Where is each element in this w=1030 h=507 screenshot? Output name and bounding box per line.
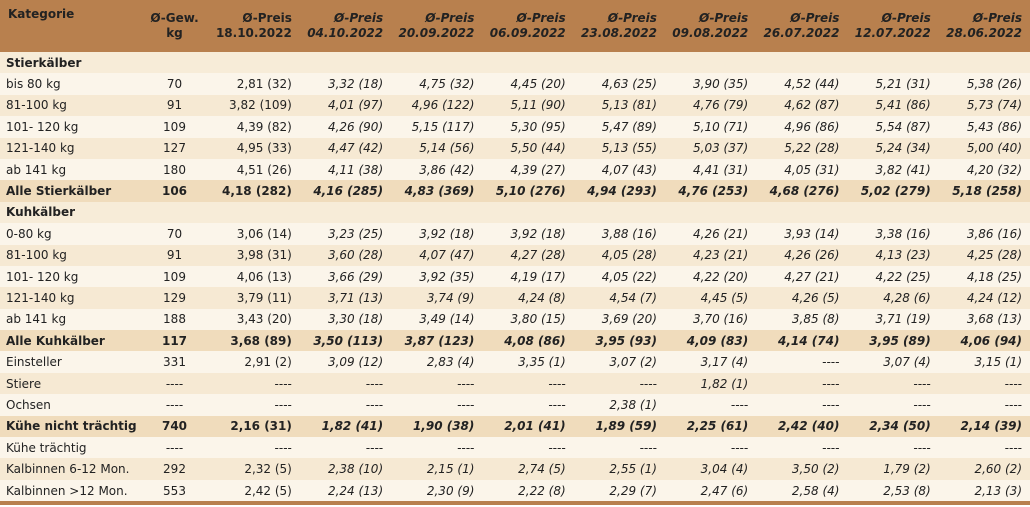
price-cell: ---- xyxy=(756,437,847,458)
price-cell: 4,26 (90) xyxy=(300,116,391,137)
price-cell: 4,76 (79) xyxy=(665,95,756,116)
price-cell: ---- xyxy=(756,373,847,394)
price-cell: 3,86 (16) xyxy=(939,223,1030,244)
price-cell: 5,47 (89) xyxy=(574,116,665,137)
section-kuhkaelber xyxy=(0,202,1030,223)
price-cell: ---- xyxy=(574,437,665,458)
table-row xyxy=(0,266,1030,287)
price-cell: 4,96 (86) xyxy=(756,116,847,137)
price-cell: ---- xyxy=(209,394,300,415)
price-cell: 3,92 (18) xyxy=(391,223,482,244)
price-cell: 1,90 (38) xyxy=(391,416,482,437)
price-cell: 3,50 (113) xyxy=(300,330,391,351)
col-header-gewicht xyxy=(140,0,208,52)
price-cell: 4,76 (253) xyxy=(665,180,756,201)
row-label: Stiere xyxy=(0,373,140,394)
row-label: Kalbinnen 6-12 Mon. xyxy=(0,458,140,479)
row-label: 121-140 kg xyxy=(0,138,140,159)
price-cell: 3,85 (8) xyxy=(756,309,847,330)
header-row xyxy=(0,0,1030,52)
price-cell: 5,54 (87) xyxy=(847,116,938,137)
section-label: Kuhkälber xyxy=(0,202,1030,223)
price-cell: 3,82 (41) xyxy=(847,159,938,180)
row-label: 121-140 kg xyxy=(0,287,140,308)
preis-label: Ø-Preis xyxy=(425,11,475,25)
table-row xyxy=(0,73,1030,94)
table-row xyxy=(0,245,1030,266)
row-weight: 129 xyxy=(140,287,208,308)
price-cell: 5,10 (71) xyxy=(665,116,756,137)
price-cell: 3,71 (13) xyxy=(300,287,391,308)
table-row xyxy=(0,330,1030,351)
row-label: Alle Kuhkälber xyxy=(0,330,140,351)
price-cell: 4,27 (28) xyxy=(482,245,573,266)
price-cell: 3,17 (4) xyxy=(665,351,756,372)
price-cell: 3,88 (16) xyxy=(574,223,665,244)
price-cell: 3,98 (31) xyxy=(209,245,300,266)
price-cell: 4,07 (47) xyxy=(391,245,482,266)
price-cell: 3,93 (14) xyxy=(756,223,847,244)
row-label: Kühe nicht trächtig xyxy=(0,416,140,437)
price-cell: 4,39 (27) xyxy=(482,159,573,180)
row-weight: 553 xyxy=(140,480,208,501)
preis-label: Ø-Preis xyxy=(881,11,931,25)
row-weight: 127 xyxy=(140,138,208,159)
price-cell: 1,89 (59) xyxy=(574,416,665,437)
price-cell: 3,95 (89) xyxy=(847,330,938,351)
price-cell: 2,29 (7) xyxy=(574,480,665,501)
price-cell: ---- xyxy=(574,373,665,394)
price-cell: 4,05 (31) xyxy=(756,159,847,180)
footer-bar-cell xyxy=(0,501,1030,505)
price-cell: 2,22 (8) xyxy=(482,480,573,501)
price-cell: 5,10 (276) xyxy=(482,180,573,201)
price-cell: 3,68 (89) xyxy=(209,330,300,351)
price-cell: ---- xyxy=(756,394,847,415)
price-cell: 4,26 (21) xyxy=(665,223,756,244)
row-weight: 331 xyxy=(140,351,208,372)
price-cell: 4,18 (282) xyxy=(209,180,300,201)
table-row xyxy=(0,480,1030,501)
price-cell: 4,07 (43) xyxy=(574,159,665,180)
price-cell: ---- xyxy=(939,437,1030,458)
price-cell: ---- xyxy=(482,394,573,415)
price-cell: 3,23 (25) xyxy=(300,223,391,244)
preis-label: Ø-Preis xyxy=(333,11,384,25)
price-cell: 1,82 (41) xyxy=(300,416,391,437)
col-header-date-5 xyxy=(665,0,756,52)
row-label: ab 141 kg xyxy=(0,309,140,330)
row-label: 101- 120 kg xyxy=(0,266,140,287)
date-label: 20.09.2022 xyxy=(398,26,475,40)
price-cell: 3,15 (1) xyxy=(939,351,1030,372)
price-cell: 2,38 (10) xyxy=(300,458,391,479)
preis-label: Ø-Preis xyxy=(699,11,749,25)
price-cell: 2,13 (3) xyxy=(939,480,1030,501)
price-cell: ---- xyxy=(847,394,938,415)
price-cell: 4,54 (7) xyxy=(574,287,665,308)
gew-label: Ø-Gew. xyxy=(150,11,199,25)
price-cell: 2,47 (6) xyxy=(665,480,756,501)
price-cell: 3,71 (19) xyxy=(847,309,938,330)
price-cell: 2,01 (41) xyxy=(482,416,573,437)
price-cell: 4,26 (26) xyxy=(756,245,847,266)
col-header-date-4 xyxy=(574,0,665,52)
price-cell: 5,41 (86) xyxy=(847,95,938,116)
table-row xyxy=(0,351,1030,372)
price-cell: 4,23 (21) xyxy=(665,245,756,266)
price-cell: 3,68 (13) xyxy=(939,309,1030,330)
col-header-date-8 xyxy=(939,0,1030,52)
table-row xyxy=(0,223,1030,244)
price-cell: 4,47 (42) xyxy=(300,138,391,159)
price-cell: 4,68 (276) xyxy=(756,180,847,201)
table-row xyxy=(0,416,1030,437)
price-cell: 4,01 (97) xyxy=(300,95,391,116)
price-cell: 4,41 (31) xyxy=(665,159,756,180)
price-cell: 4,20 (32) xyxy=(939,159,1030,180)
price-cell: 1,79 (2) xyxy=(847,458,938,479)
price-cell: 3,43 (20) xyxy=(209,309,300,330)
price-cell: 2,14 (39) xyxy=(939,416,1030,437)
price-cell: ---- xyxy=(939,373,1030,394)
price-cell: 4,26 (5) xyxy=(756,287,847,308)
row-label: Kühe trächtig xyxy=(0,437,140,458)
date-label: 12.07.2022 xyxy=(854,26,931,40)
preis-label: Ø-Preis xyxy=(607,11,657,25)
price-cell: 4,22 (25) xyxy=(847,266,938,287)
row-weight: ---- xyxy=(140,437,208,458)
row-label: Alle Stierkälber xyxy=(0,180,140,201)
price-cell: 3,74 (9) xyxy=(391,287,482,308)
price-cell: 5,11 (90) xyxy=(482,95,573,116)
price-cell: ---- xyxy=(939,394,1030,415)
preis-label: Ø-Preis xyxy=(242,11,292,25)
price-cell: 4,25 (28) xyxy=(939,245,1030,266)
price-cell: 3,07 (2) xyxy=(574,351,665,372)
price-cell: 5,43 (86) xyxy=(939,116,1030,137)
table-row xyxy=(0,309,1030,330)
price-cell: ---- xyxy=(209,437,300,458)
price-cell: 2,55 (1) xyxy=(574,458,665,479)
price-cell: 3,70 (16) xyxy=(665,309,756,330)
price-cell: ---- xyxy=(482,373,573,394)
price-cell: 2,32 (5) xyxy=(209,458,300,479)
col-header-date-6 xyxy=(756,0,847,52)
price-cell: 3,04 (4) xyxy=(665,458,756,479)
price-cell: 3,49 (14) xyxy=(391,309,482,330)
date-label: 09.08.2022 xyxy=(672,26,749,40)
table-row xyxy=(0,458,1030,479)
preis-label: Ø-Preis xyxy=(972,11,1022,25)
price-cell: 2,24 (13) xyxy=(300,480,391,501)
price-cell: 3,06 (14) xyxy=(209,223,300,244)
price-cell: ---- xyxy=(391,373,482,394)
table-body xyxy=(0,52,1030,505)
col-header-date-3 xyxy=(482,0,573,52)
price-cell: 2,74 (5) xyxy=(482,458,573,479)
price-cell: ---- xyxy=(391,394,482,415)
price-cell: 4,18 (25) xyxy=(939,266,1030,287)
date-label: 18.10.2022 xyxy=(215,26,292,40)
price-cell: 2,60 (2) xyxy=(939,458,1030,479)
price-cell: 4,96 (122) xyxy=(391,95,482,116)
price-cell: 4,83 (369) xyxy=(391,180,482,201)
col-header-date-7 xyxy=(847,0,938,52)
price-cell: 3,32 (18) xyxy=(300,73,391,94)
price-cell: 2,15 (1) xyxy=(391,458,482,479)
price-cell: 3,38 (16) xyxy=(847,223,938,244)
price-cell: 2,81 (32) xyxy=(209,73,300,94)
date-label: 28.06.2022 xyxy=(946,26,1022,40)
price-cell: 5,02 (279) xyxy=(847,180,938,201)
price-cell: 1,82 (1) xyxy=(665,373,756,394)
row-weight: 70 xyxy=(140,73,208,94)
price-cell: ---- xyxy=(300,394,391,415)
row-weight: 91 xyxy=(140,95,208,116)
price-cell: ---- xyxy=(847,437,938,458)
row-weight: ---- xyxy=(140,373,208,394)
price-cell: 3,90 (35) xyxy=(665,73,756,94)
section-stierkaelber xyxy=(0,52,1030,73)
table-row xyxy=(0,95,1030,116)
col-header-date-1 xyxy=(300,0,391,52)
row-weight: 70 xyxy=(140,223,208,244)
price-cell: 5,22 (28) xyxy=(756,138,847,159)
footer-bar xyxy=(0,501,1030,505)
section-label: Stierkälber xyxy=(0,52,1030,73)
row-label: ab 141 kg xyxy=(0,159,140,180)
price-cell: 5,13 (81) xyxy=(574,95,665,116)
price-cell: 2,38 (1) xyxy=(574,394,665,415)
row-label: 101- 120 kg xyxy=(0,116,140,137)
price-cell: 2,91 (2) xyxy=(209,351,300,372)
price-cell: 2,42 (40) xyxy=(756,416,847,437)
price-cell: 3,50 (2) xyxy=(756,458,847,479)
row-weight: 109 xyxy=(140,266,208,287)
price-cell: 3,87 (123) xyxy=(391,330,482,351)
row-label: Ochsen xyxy=(0,394,140,415)
price-cell: 4,39 (82) xyxy=(209,116,300,137)
preis-label: Ø-Preis xyxy=(516,11,566,25)
date-label: 26.07.2022 xyxy=(763,26,840,40)
preis-label: Ø-Preis xyxy=(790,11,840,25)
price-cell: 4,95 (33) xyxy=(209,138,300,159)
price-cell: 4,06 (94) xyxy=(939,330,1030,351)
table-row xyxy=(0,437,1030,458)
price-cell: 5,24 (34) xyxy=(847,138,938,159)
price-cell: 3,09 (12) xyxy=(300,351,391,372)
date-label: 04.10.2022 xyxy=(307,26,384,40)
row-label: Einsteller xyxy=(0,351,140,372)
col-header-kategorie: Kategorie xyxy=(0,0,140,52)
price-cell: 5,50 (44) xyxy=(482,138,573,159)
price-cell: 2,58 (4) xyxy=(756,480,847,501)
row-label: Kalbinnen >12 Mon. xyxy=(0,480,140,501)
price-cell: 3,60 (28) xyxy=(300,245,391,266)
price-cell: 4,51 (26) xyxy=(209,159,300,180)
price-cell: 4,63 (25) xyxy=(574,73,665,94)
price-cell: 4,24 (12) xyxy=(939,287,1030,308)
price-cell: 2,42 (5) xyxy=(209,480,300,501)
price-cell: 2,30 (9) xyxy=(391,480,482,501)
price-cell: 3,92 (35) xyxy=(391,266,482,287)
col-header-date-2 xyxy=(391,0,482,52)
price-cell: 3,79 (11) xyxy=(209,287,300,308)
row-weight: 740 xyxy=(140,416,208,437)
price-cell: 2,34 (50) xyxy=(847,416,938,437)
price-cell: 4,05 (28) xyxy=(574,245,665,266)
price-cell: ---- xyxy=(847,373,938,394)
price-cell: 4,08 (86) xyxy=(482,330,573,351)
price-cell: ---- xyxy=(665,394,756,415)
price-cell: 4,52 (44) xyxy=(756,73,847,94)
price-cell: ---- xyxy=(482,437,573,458)
date-label: 23.08.2022 xyxy=(581,26,657,40)
price-cell: 4,45 (20) xyxy=(482,73,573,94)
row-weight: 188 xyxy=(140,309,208,330)
price-cell: 3,80 (15) xyxy=(482,309,573,330)
price-cell: 5,30 (95) xyxy=(482,116,573,137)
price-cell: 4,11 (38) xyxy=(300,159,391,180)
price-cell: 5,03 (37) xyxy=(665,138,756,159)
row-weight: 109 xyxy=(140,116,208,137)
price-cell: 2,25 (61) xyxy=(665,416,756,437)
price-cell: ---- xyxy=(391,437,482,458)
price-cell: ---- xyxy=(300,373,391,394)
price-cell: 4,94 (293) xyxy=(574,180,665,201)
price-cell: 4,09 (83) xyxy=(665,330,756,351)
price-cell: 4,22 (20) xyxy=(665,266,756,287)
table-row xyxy=(0,373,1030,394)
row-weight: 117 xyxy=(140,330,208,351)
price-cell: 3,69 (20) xyxy=(574,309,665,330)
price-cell: 2,83 (4) xyxy=(391,351,482,372)
price-cell: 5,00 (40) xyxy=(939,138,1030,159)
price-cell: 4,24 (8) xyxy=(482,287,573,308)
table-row xyxy=(0,138,1030,159)
price-cell: 3,82 (109) xyxy=(209,95,300,116)
price-cell: 4,14 (74) xyxy=(756,330,847,351)
table-row xyxy=(0,159,1030,180)
price-cell: 4,19 (17) xyxy=(482,266,573,287)
row-weight: 106 xyxy=(140,180,208,201)
price-cell: ---- xyxy=(665,437,756,458)
price-cell: 4,28 (6) xyxy=(847,287,938,308)
price-cell: 5,38 (26) xyxy=(939,73,1030,94)
price-cell: 4,06 (13) xyxy=(209,266,300,287)
price-cell: 4,13 (23) xyxy=(847,245,938,266)
row-weight: 292 xyxy=(140,458,208,479)
col-header-date-0 xyxy=(209,0,300,52)
row-label: 0-80 kg xyxy=(0,223,140,244)
price-cell: 3,35 (1) xyxy=(482,351,573,372)
gew-unit: kg xyxy=(166,26,183,40)
price-cell: 4,62 (87) xyxy=(756,95,847,116)
price-cell: 3,86 (42) xyxy=(391,159,482,180)
table-row xyxy=(0,287,1030,308)
price-cell: ---- xyxy=(300,437,391,458)
price-cell: 2,53 (8) xyxy=(847,480,938,501)
price-cell: 3,95 (93) xyxy=(574,330,665,351)
row-label: 81-100 kg xyxy=(0,95,140,116)
price-cell: ---- xyxy=(756,351,847,372)
price-cell: ---- xyxy=(209,373,300,394)
price-cell: 5,14 (56) xyxy=(391,138,482,159)
price-cell: 4,16 (285) xyxy=(300,180,391,201)
row-weight: ---- xyxy=(140,394,208,415)
row-weight: 180 xyxy=(140,159,208,180)
price-cell: 3,07 (4) xyxy=(847,351,938,372)
table-row xyxy=(0,116,1030,137)
price-cell: 5,18 (258) xyxy=(939,180,1030,201)
price-cell: 4,27 (21) xyxy=(756,266,847,287)
table-row xyxy=(0,394,1030,415)
row-label: 81-100 kg xyxy=(0,245,140,266)
price-cell: 5,21 (31) xyxy=(847,73,938,94)
price-cell: 4,45 (5) xyxy=(665,287,756,308)
price-cell: 4,75 (32) xyxy=(391,73,482,94)
price-cell: 3,30 (18) xyxy=(300,309,391,330)
price-cell: 3,66 (29) xyxy=(300,266,391,287)
price-cell: 2,16 (31) xyxy=(209,416,300,437)
price-cell: 5,15 (117) xyxy=(391,116,482,137)
date-label: 06.09.2022 xyxy=(489,26,566,40)
price-cell: 5,73 (74) xyxy=(939,95,1030,116)
price-cell: 4,05 (22) xyxy=(574,266,665,287)
price-cell: 3,92 (18) xyxy=(482,223,573,244)
row-label: bis 80 kg xyxy=(0,73,140,94)
row-weight: 91 xyxy=(140,245,208,266)
table-row xyxy=(0,180,1030,201)
price-cell: 5,13 (55) xyxy=(574,138,665,159)
